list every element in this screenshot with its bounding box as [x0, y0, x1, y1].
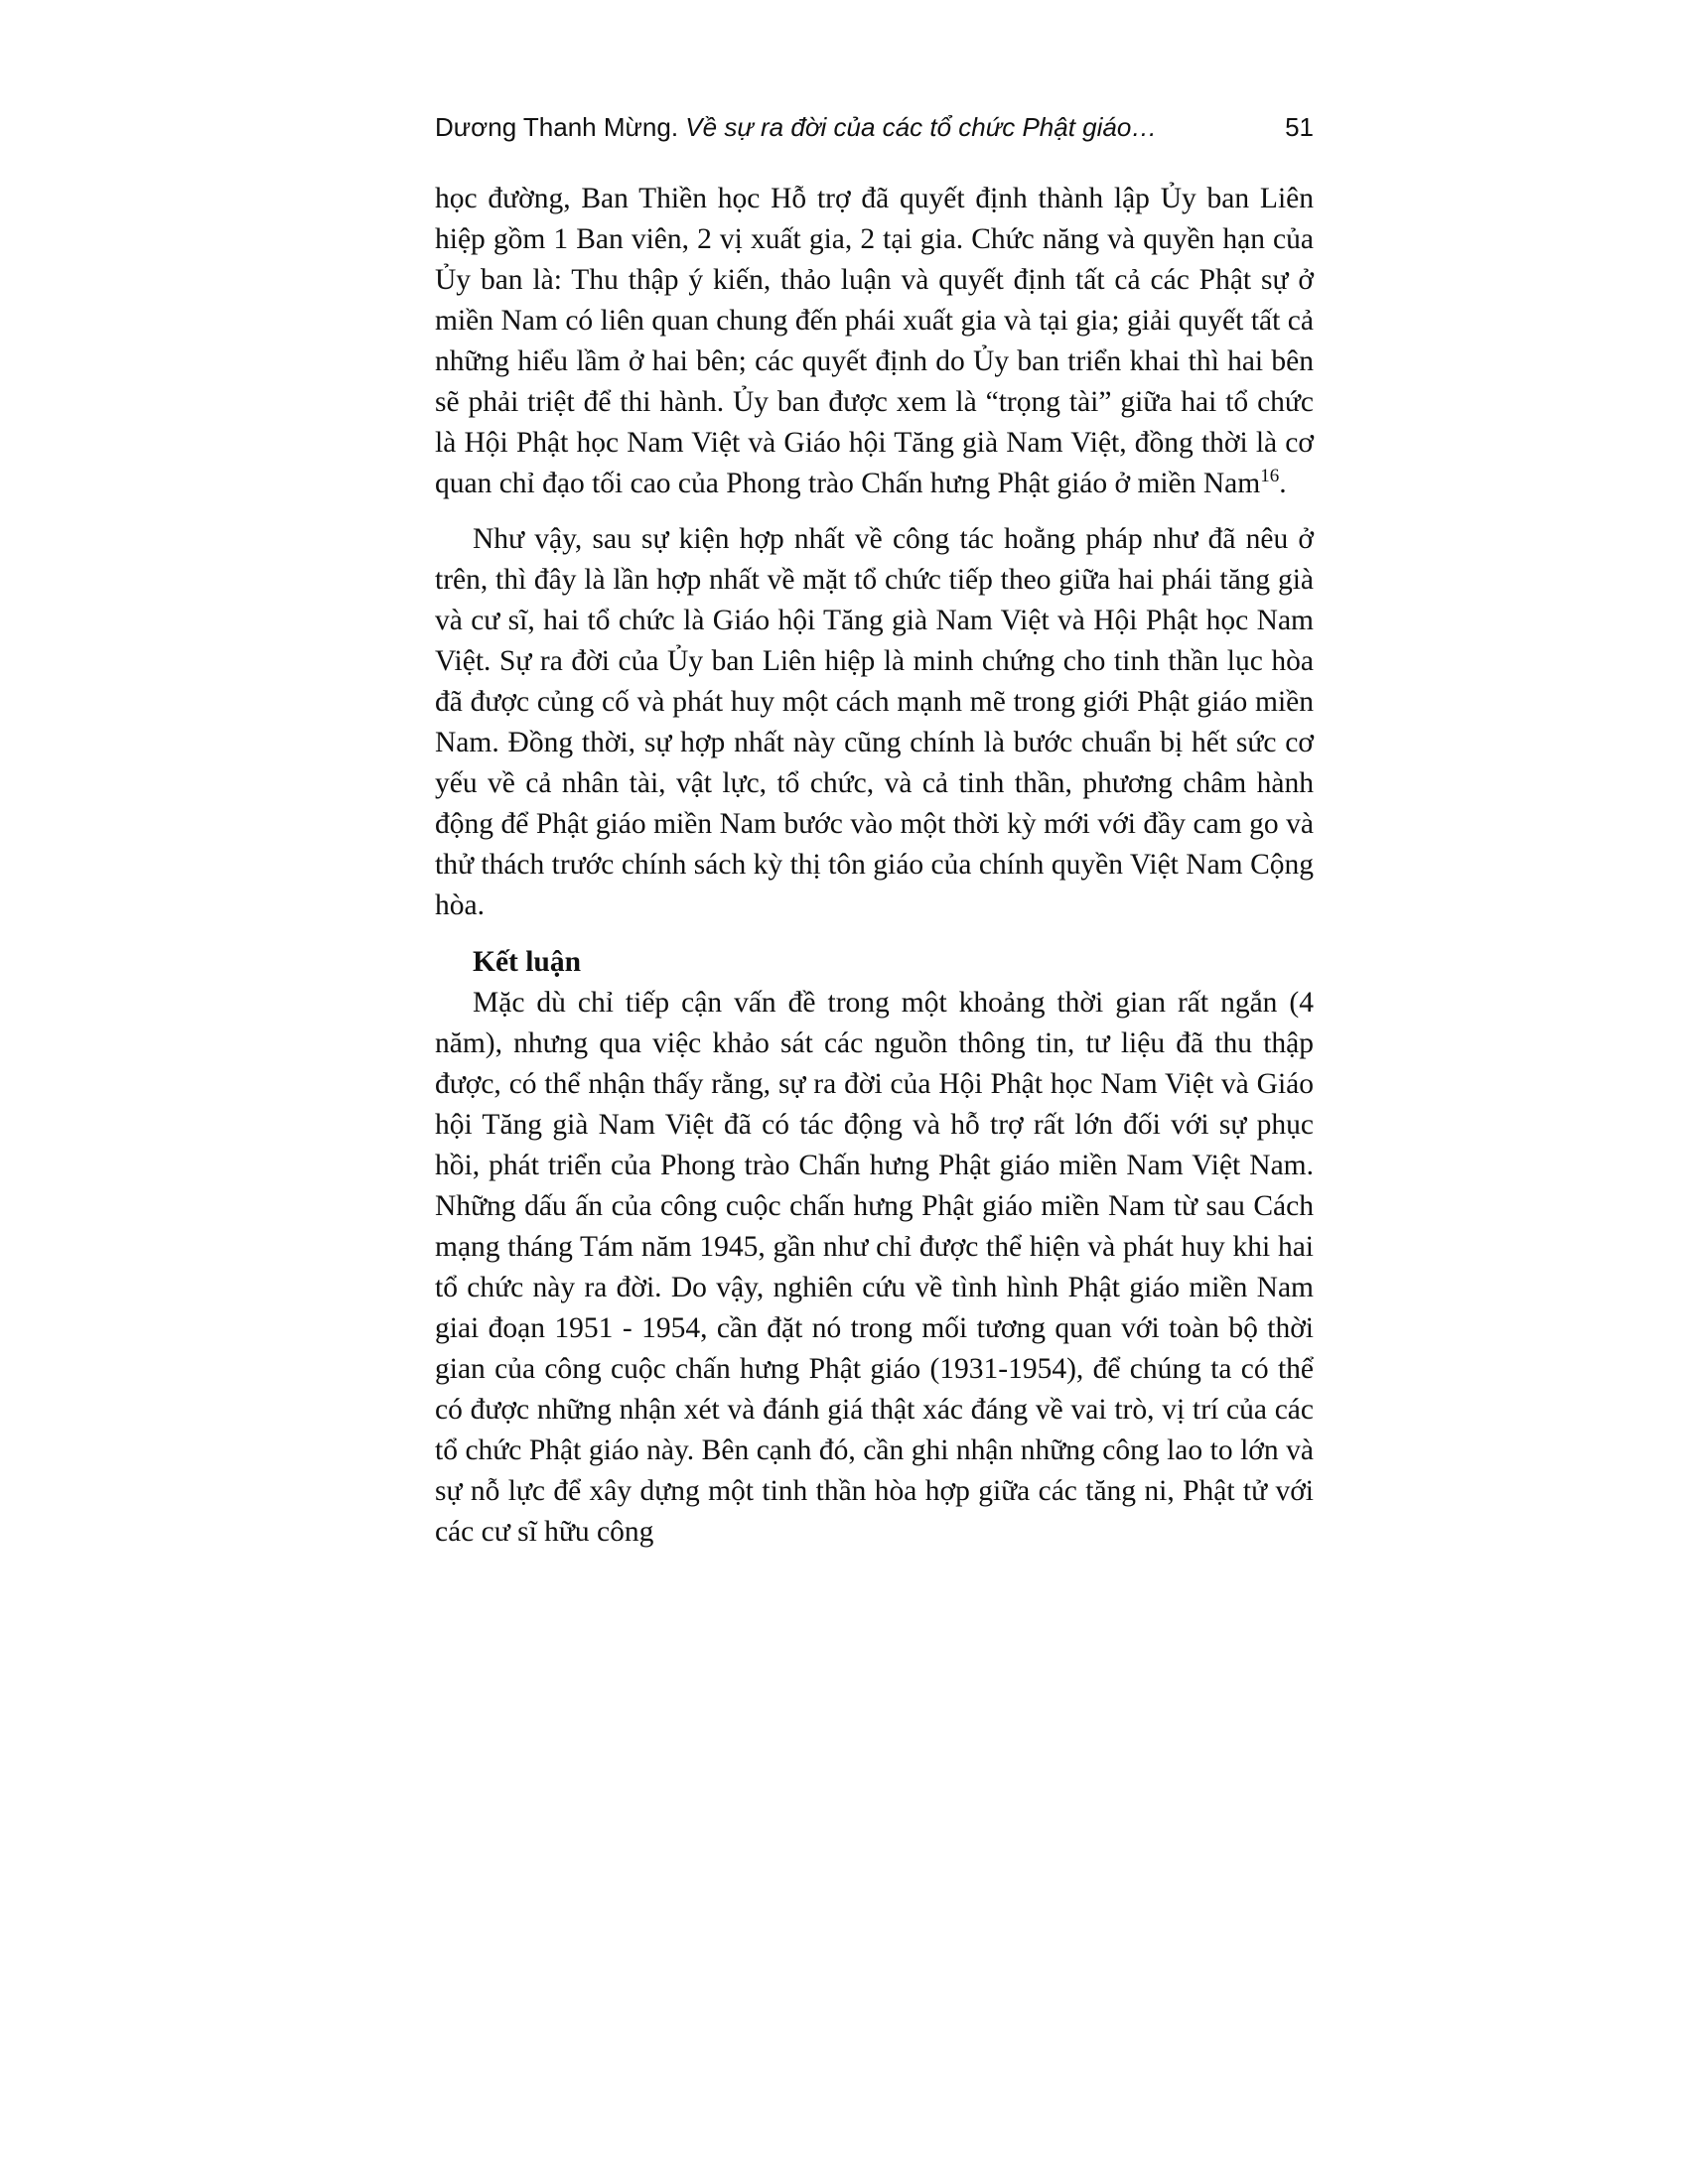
- header-article-title: Về sự ra đời của các tổ chức Phật giáo…: [685, 112, 1158, 142]
- page-number: 51: [1285, 112, 1314, 142]
- paragraph-continued: [435, 179, 1314, 504]
- running-header: [435, 105, 1314, 149]
- footnote-reference: 16: [1260, 466, 1280, 487]
- paragraph-1-end: .: [1279, 468, 1287, 499]
- header-author: Dương Thanh Mừng.: [435, 112, 679, 142]
- paragraph-3: Mặc dù chỉ tiếp cận vấn đề trong một khoảng thời gian rất ngắn (4 năm), nhưng qua việc khảo sát các nguồn thông tin, tư liệu đã thu thập được, có thể nhận thấy rằng, sự ra đời của Hội Phật học Nam Việt và Giáo hội Tăng già Nam Việt đã có tác động và hỗ trợ rất lớn đối với sự phục hồi, phát triển của Phong trào Chấn hưng Phật giáo miền Nam Việt Nam. Những dấu ấn của công cuộc chấn hưng Phật giáo miền Nam từ sau Cách mạng tháng Tám năm 1945, gần như chỉ được thể hiện và phát huy khi hai tổ chức này ra đời. Do vậy, nghiên cứu về tình hình Phật giáo miền Nam giai đoạn 1951 - 1954, cần đặt nó trong mối tương quan với toàn bộ thời gian của công cuộc chấn hưng Phật giáo (1931-1954), để chúng ta có thể có được những nhận xét và đánh giá thật xác đáng về vai trò, vị trí của các tổ chức Phật giáo này. Bên cạnh đó, cần ghi nhận những công lao to lớn và sự nỗ lực để xây dựng một tinh thần hòa hợp giữa các tăng ni, Phật tử với các cư sĩ hữu công: [435, 987, 1314, 1548]
- paragraph-2: Như vậy, sau sự kiện hợp nhất về công tác hoằng pháp như đã nêu ở trên, thì đây là lần hợp nhất về mặt tổ chức tiếp theo giữa hai phái tăng già và cư sĩ, hai tổ chức là Giáo hội Tăng già Nam Việt và Hội Phật học Nam Việt. Sự ra đời của Ủy ban Liên hiệp là minh chứng cho tinh thần lục hòa đã được củng cố và phát huy một cách mạnh mẽ trong giới Phật giáo miền Nam. Đồng thời, sự hợp nhất này cũng chính là bước chuẩn bị hết sức cơ yếu về cả nhân tài, vật lực, tổ chức, và cả tinh thần, phương châm hành động để Phật giáo miền Nam bước vào một thời kỳ mới với đầy cam go và thử thách trước chính sách kỳ thị tôn giáo của chính quyền Việt Nam Cộng hòa.: [435, 523, 1314, 921]
- section-heading-conclusion: Kết luận: [473, 946, 581, 978]
- article-body: [435, 179, 1314, 1553]
- paragraph-1-text: học đường, Ban Thiền học Hỗ trợ đã quyết định thành lập Ủy ban Liên hiệp gồm 1 Ban viên, 2 vị xuất gia, 2 tại gia. Chức năng và quyền hạn của Ủy ban là: Thu thập ý kiến, thảo luận và quyết định tất cả các Phật sự ở miền Nam có liên quan chung đến phái xuất gia và tại gia; giải quyết tất cả những hiểu lầm ở hai bên; các quyết định do Ủy ban triển khai thì hai bên sẽ phải triệt để thi hành. Ủy ban được xem là “trọng tài” giữa hai tổ chức là Hội Phật học Nam Việt và Giáo hội Tăng già Nam Việt, đồng thời là cơ quan chỉ đạo tối cao của Phong trào Chấn hưng Phật giáo ở miền Nam: [435, 183, 1314, 499]
